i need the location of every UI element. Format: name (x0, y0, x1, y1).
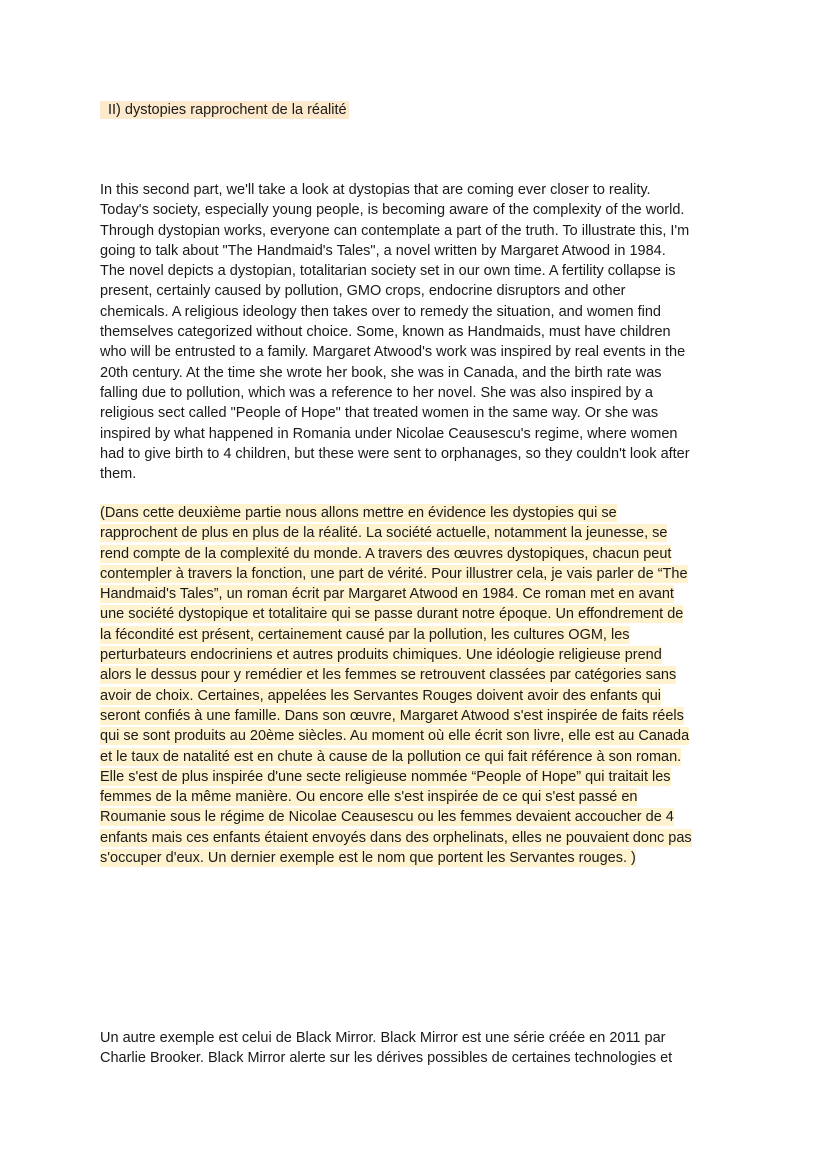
text-line (100, 645, 724, 665)
highlighted-text: rapprochent de plus en plus de la réalité. La société actuelle, notamment la jeunesse, se (100, 525, 668, 542)
french-paragraph-highlighted (100, 503, 724, 868)
highlighted-text: et le taux de natalité est en chute à cause de la pollution ce qui fait référence à son roman. (100, 748, 682, 765)
highlighted-text: alors le dessus pour y remédier et les femmes se retrouvent classées par catégories sans (100, 667, 677, 684)
text-line (100, 503, 724, 523)
text-line: Through dystopian works, everyone can contemplate a part of the truth. To illustrate this, I'm (100, 222, 690, 239)
text-line (100, 686, 724, 706)
text-line (100, 787, 724, 807)
heading-highlight: II) dystopies rapprochent de la réalité (100, 101, 349, 119)
section-heading (100, 100, 349, 120)
highlighted-text: avoir de choix. Certaines, appelées les Servantes Rouges doivent avoir des enfants qui (100, 687, 661, 704)
text-line: who will be entrusted to a family. Margaret Atwood's work was inspired by real events in the (100, 344, 686, 361)
text-line: religious sect called "People of Hope" that treated women in the same way. Or she was (100, 405, 659, 422)
text-line: Charlie Brooker. Black Mirror alerte sur les dérives possibles de certaines technologies et (100, 1050, 673, 1067)
text-line (100, 544, 724, 564)
text-line (100, 604, 724, 624)
text-line: falling due to pollution, which was a reference to her novel. She was also inspired by a (100, 384, 653, 401)
text-line (100, 584, 724, 604)
text-line (100, 747, 724, 767)
highlighted-text: Elle s'est de plus inspirée d'une secte religieuse nommée “People of Hope” qui traitait les (100, 768, 671, 785)
text-line: them. (100, 466, 137, 483)
text-line: The novel depicts a dystopian, totalitarian society set in our own time. A fertility collapse is (100, 263, 676, 280)
highlighted-text: femmes de la même manière. Ou encore elle s'est inspirée de ce qui s'est passé en (100, 789, 638, 806)
text-line (100, 625, 724, 645)
highlighted-text: perturbateurs endocriniens et autres produits chimiques. Une idéologie religieuse prend (100, 647, 662, 664)
text-line: chemicals. A religious ideology then takes over to remedy the situation, and women find (100, 303, 661, 320)
text-line: Un autre exemple est celui de Black Mirror. Black Mirror est une série créée en 2011 par (100, 1030, 666, 1046)
text-line: Today's society, especially young people, is becoming aware of the complexity of the world. (100, 202, 685, 219)
highlighted-text: Roumanie sous le régime de Nicolae Ceausescu ou les femmes devaient accoucher de 4 (100, 809, 674, 826)
highlighted-text: une société dystopique et totalitaire qui se passe durant notre époque. Un effondrement de (100, 606, 684, 623)
text-line (100, 726, 724, 746)
highlighted-text: seront confiés à une famille. Dans son œuvre, Margaret Atwood s'est inspirée de faits réels (100, 707, 684, 724)
text-line (100, 523, 724, 543)
text-line: had to give birth to 4 children, but these were sent to orphanages, so they couldn't look after (100, 445, 690, 462)
highlighted-text: Handmaid's Tales”, un roman écrit par Margaret Atwood en 1984. Ce roman met en avant (100, 586, 674, 603)
text-line: going to talk about "The Handmaid's Tales", a novel written by Margaret Atwood in 1984. (100, 242, 666, 259)
text-line: themselves categorized without choice. Some, known as Handmaids, must have children (100, 324, 671, 341)
highlighted-text: s'occuper d'eux. Un dernier exemple est le nom que portent les Servantes rouges. ) (100, 850, 636, 867)
text-line: present, certainly caused by pollution, GMO crops, endocrine disruptors and other (100, 283, 626, 300)
text-line: In this second part, we'll take a look at dystopias that are coming ever closer to reality. (100, 182, 651, 198)
english-paragraph (100, 180, 724, 484)
highlighted-text: contempler à travers la fonction, une part de vérité. Pour illustrer cela, je vais parler de “The (100, 565, 688, 582)
text-line (100, 848, 724, 868)
highlighted-text: (Dans cette deuxième partie nous allons mettre en évidence les dystopies qui se (100, 505, 617, 521)
highlighted-text: la fécondité est présent, certainement causé par la pollution, les cultures OGM, les (100, 626, 630, 643)
black-mirror-paragraph (100, 1028, 724, 1069)
text-line (100, 807, 724, 827)
highlighted-text: rend compte de la complexité du monde. A travers des œuvres dystopiques, chacun peut (100, 545, 672, 562)
text-line (100, 564, 724, 584)
highlighted-text: enfants mais ces enfants étaient envoyés dans des orphelinats, elles ne pouvaient donc pas (100, 829, 692, 846)
text-line: 20th century. At the time she wrote her book, she was in Canada, and the birth rate was (100, 364, 662, 381)
text-line (100, 828, 724, 848)
text-line (100, 767, 724, 787)
highlighted-text: qui se sont produits au 20ème siècles. Au moment où elle écrit son livre, elle est au Canada (100, 728, 690, 745)
text-line (100, 665, 724, 685)
text-line: inspired by what happened in Romania under Nicolae Ceausescu's regime, where women (100, 425, 678, 442)
text-line (100, 706, 724, 726)
